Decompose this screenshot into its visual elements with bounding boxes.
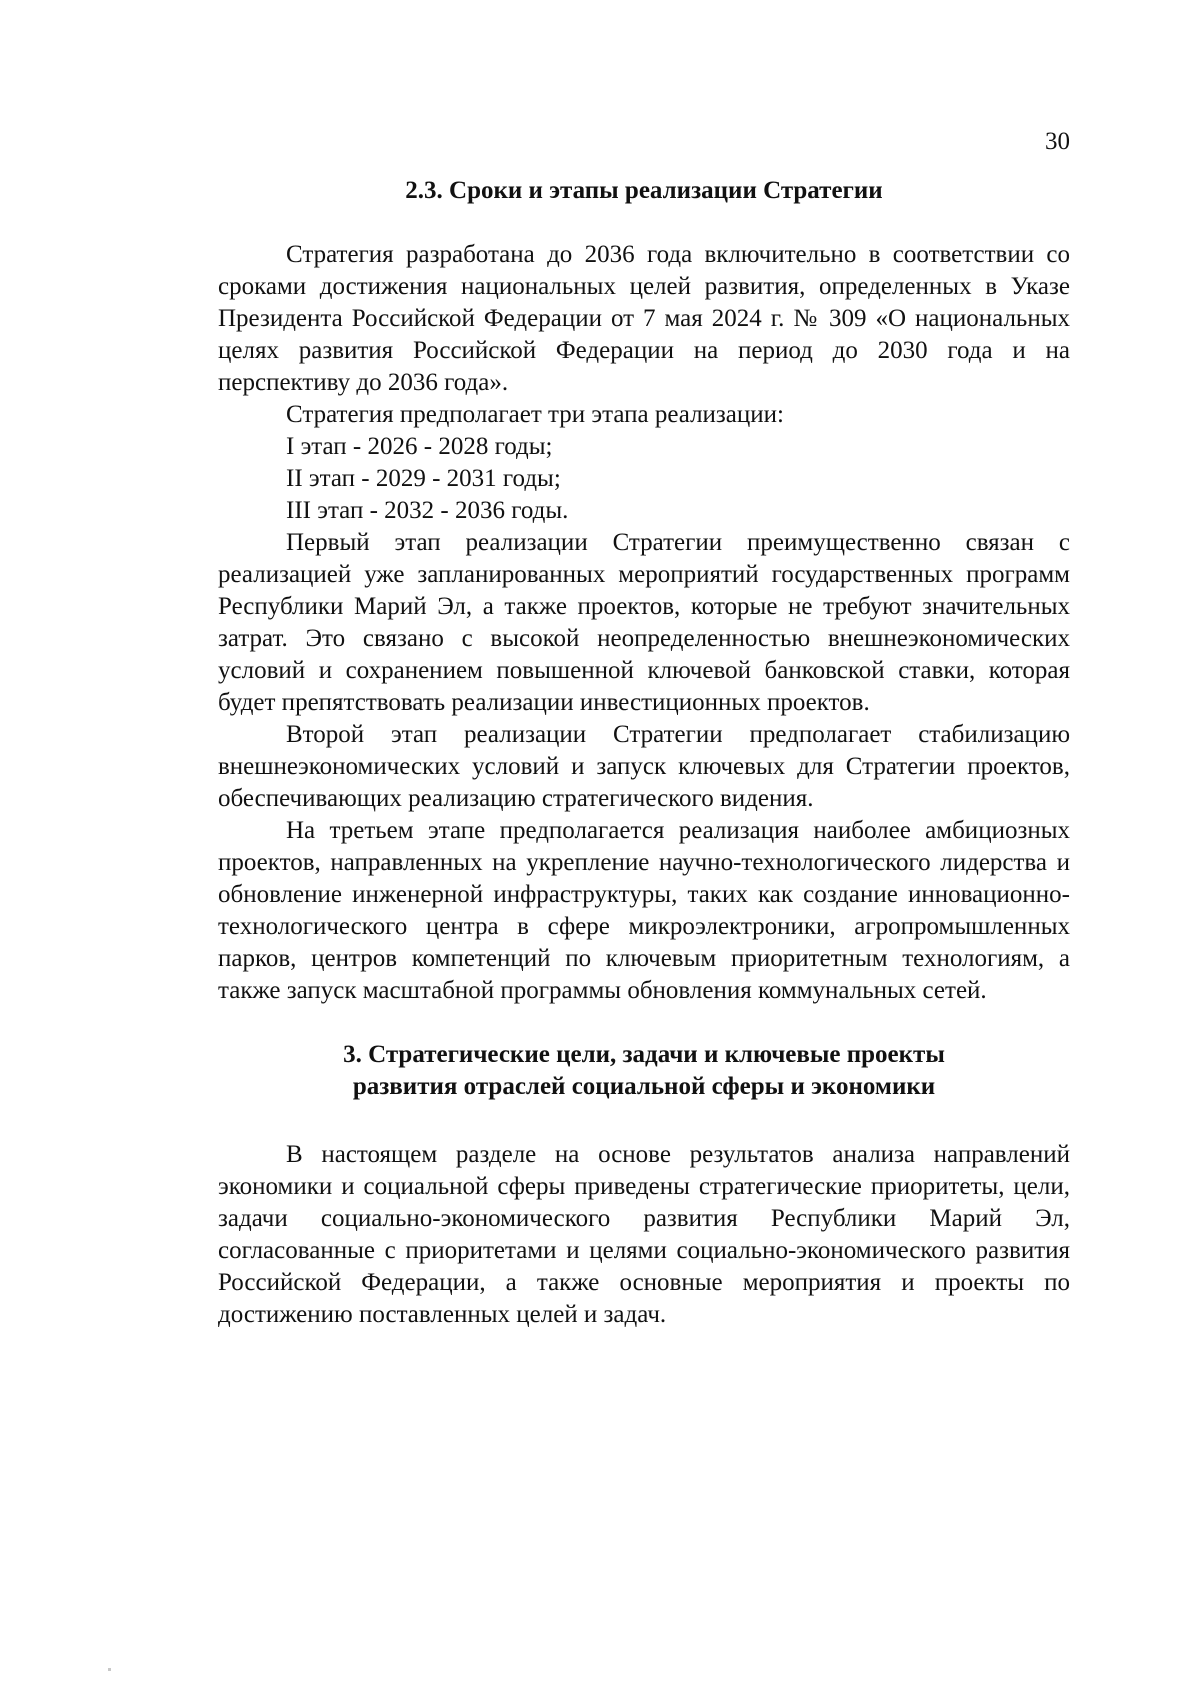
stage-list — [218, 431, 1070, 527]
section-heading-2-3: 2.3. Сроки и этапы реализации Стратегии — [405, 177, 883, 204]
paragraph-three-stages-intro: Стратегия предполагает три этапа реализации: — [286, 401, 784, 428]
page-number: 30 — [1045, 128, 1070, 155]
paragraph-third-stage: На третьем этапе предполагается реализация наиболее амбициозных проектов, направленных на укрепление научно-технологического лидерства и обновление инженерной инфраструктуры, таких как создание инновационно-технологического центра в сфере микроэлектроники, агропромышленных парков, центров компетенций по ключевым приоритетным технологиям, а также запуск масштабной программы обновления коммунальных сетей. — [218, 817, 1070, 1004]
section-heading-3-line-2: развития отраслей социальной сферы и экономики — [352, 1073, 936, 1100]
stage-item-1: I этап - 2026 - 2028 годы; — [286, 433, 553, 460]
page-content — [218, 175, 1070, 1331]
stage-item-3: III этап - 2032 - 2036 годы. — [286, 497, 569, 524]
scan-speck — [108, 1668, 111, 1671]
paragraph-strategy-period: Стратегия разработана до 2036 года включительно в соответствии со сроками достижения национальных целей развития, определенных в Указе Президента Российской Федерации от 7 мая 2024 г. № 309 «О национальных целях развития Российской Федерации на период до 2030 года и на перспективу до 2036 года». — [218, 241, 1070, 396]
paragraph-section-3-intro: В настоящем разделе на основе результатов анализа направлений экономики и социальной сферы приведены стратегические приоритеты, цели, задачи социально-экономического развития Республики Марий Эл, согласованные с приоритетами и целями социально-экономического развития Российской Федерации, а также основные мероприятия и проекты по достижению поставленных целей и задач. — [218, 1141, 1070, 1328]
paragraph-second-stage: Второй этап реализации Стратегии предполагает стабилизацию внешнеэкономических условий и запуск ключевых для Стратегии проектов, обеспечивающих реализацию стратегического видения. — [218, 721, 1070, 812]
section-heading-3 — [218, 1039, 1070, 1103]
stage-item-2: II этап - 2029 - 2031 годы; — [286, 465, 561, 492]
paragraph-first-stage: Первый этап реализации Стратегии преимущественно связан с реализацией уже запланированных мероприятий государственных программ Республики Марий Эл, а также проектов, которые не требуют значительных затрат. Это связано с высокой неопределенностью внешнеэкономических условий и сохранением повышенной ключевой банковской ставки, которая будет препятствовать реализации инвестиционных проектов. — [218, 529, 1070, 716]
section-heading-3-line-1: 3. Стратегические цели, задачи и ключевые проекты — [343, 1041, 945, 1068]
